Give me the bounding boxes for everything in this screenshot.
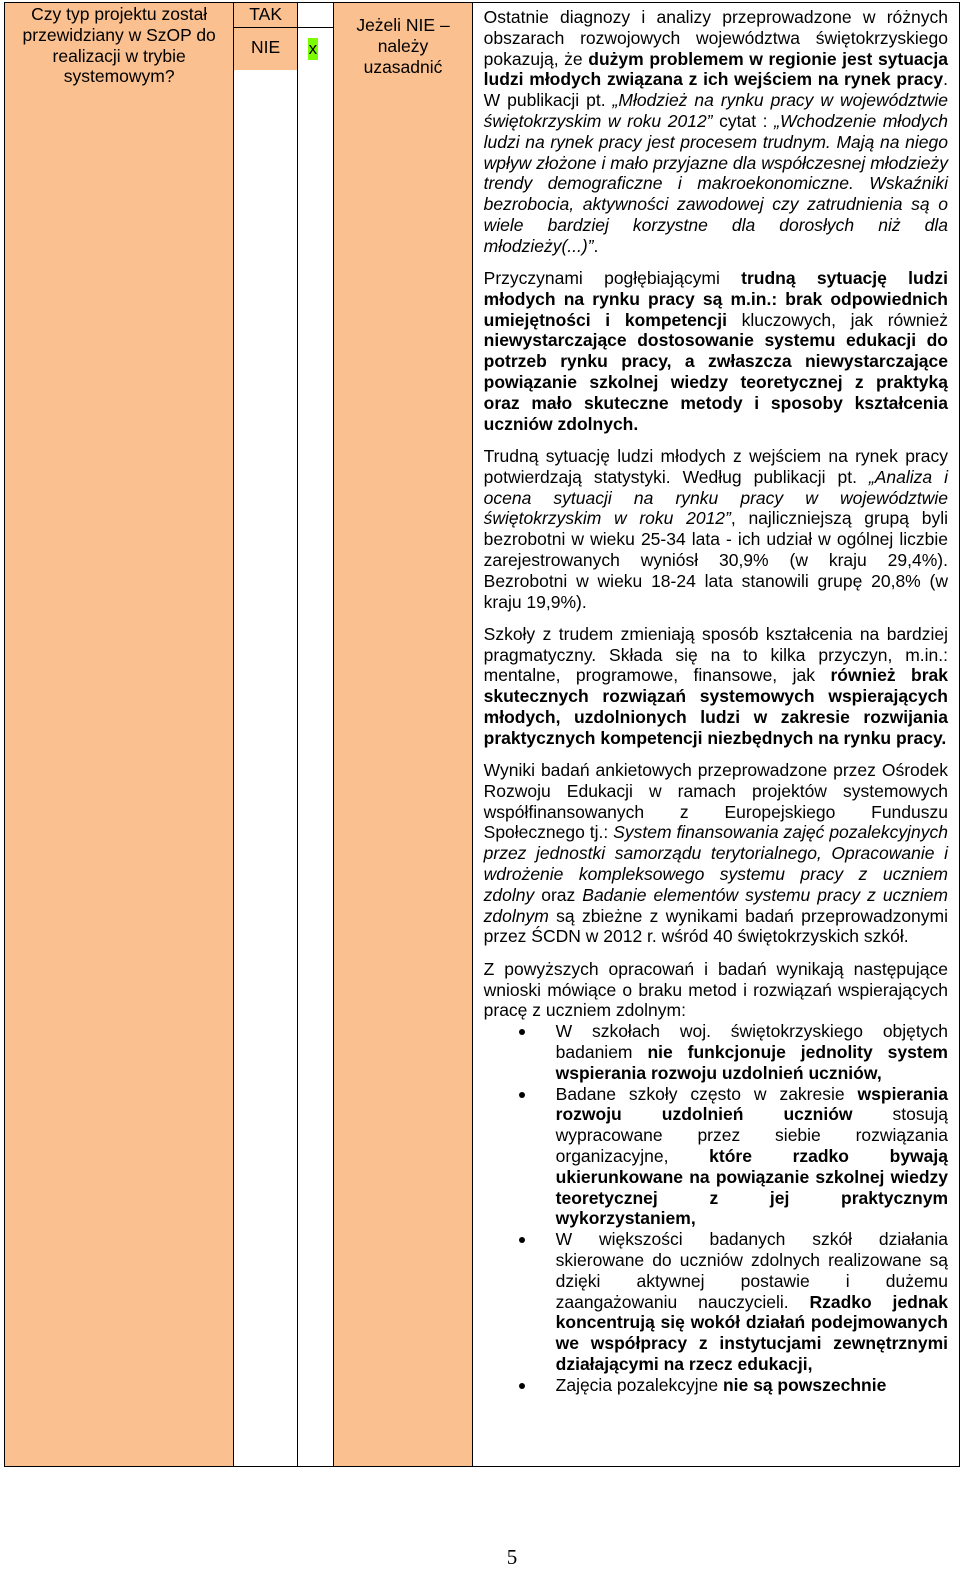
bullet-icon: [519, 1383, 525, 1389]
option-nie: NIE: [234, 28, 297, 70]
bullet-icon: [519, 1237, 525, 1243]
justify-label: Jeżeli NIE – należy uzasadnić: [356, 15, 450, 77]
justify-label-cell: [334, 3, 472, 1467]
question-text: Czy typ projektu został przewidziany w SzOP do realizacji w trybie systemowym?: [22, 4, 216, 87]
list-item: W szkołach woj. świętokrzyskiego objętych badaniem nie funkcjonuje jednolity system wspierania rozwoju uzdolnień uczniów,: [556, 1021, 948, 1083]
paragraph-1: Ostatnie diagnozy i analizy przeprowadzone w różnych obszarach rozwojowych województwa świętokrzyskiego pokazują, że dużym problemem w regionie jest sytuacja ludzi młodych związana z ich wejściem na rynek pracy. W publikacji pt. „Młodzież na rynku pracy w województwie świętokrzyskim w roku 2012” cytat : „Wchodzenie młodych ludzi na rynek pracy jest procesem trudnym. Mają na niego wpływ złożone i mało przyjazne dla współczesnej młodzieży trendy demograficzne i makroekonomiczne. Wskaźniki bezrobocia, aktywności zawodowej czy zatrudnienia są o wiele bardziej korzystne dla dorosłych niż dla młodzieży(...)”.: [483, 7, 949, 256]
paragraph-3: Trudną sytuację ludzi młodych z wejściem na rynek pracy potwierdzają statystyki. Według publikacji pt. „Analiza i ocena sytuacji na rynku pracy w województwie świętokrzyskim w roku 2012”, najliczniejszą grupą byli bezrobotni w wieku 25-34 lata - ich udział w ogólnej liczbie zarejestrowanych wyniósł 30,9% (w kraju 29,4%). Bezrobotni w wieku 18-24 lata stanowili grupę 20,8% (w kraju 19,9%).: [483, 445, 948, 612]
mark-nie-box: [298, 28, 333, 70]
list-item: Badane szkoły często w zakresie wspierania rozwoju uzdolnień uczniów stosują wypracowane przez siebie rozwiązania organizacyjne, które rzadko bywają ukierunkowane na powiązanie szkolnej wiedzy teoretycznej z jej praktycznym wykorzystaniem,: [556, 1084, 948, 1230]
page-number: 5: [506, 1545, 518, 1569]
question-cell: [5, 3, 234, 1467]
paragraph-6: Z powyższych opracowań i badań wynikają następujące wnioski mówiące o braku metod i rozwiązań wspierających pracę z uczniem zdolnym:: [483, 958, 948, 1021]
option-tak: TAK: [234, 3, 297, 28]
mark-tak-box: [298, 3, 333, 28]
bullet-icon: [519, 1092, 525, 1098]
list-item: W większości badanych szkół działania skierowane do uczniów zdolnych realizowane są dzięki aktywnej postawie i dużemu zaangażowaniu nauczycieli. Rzadko jednak koncentrują się wokół działań podejmowanych we współpracy z instytucjami zewnętrznymi działającymi na rzecz edukacji,: [556, 1229, 948, 1375]
form-table: [4, 2, 960, 1467]
paragraph-4: Szkoły z trudem zmieniają sposób kształcenia na bardziej pragmatyczny. Składa się na to kilka przyczyn, m.in.: mentalne, programowe, finansowe, jak również brak skutecznych rozwiązań systemowych wspierających młodych, uzdolnionych ludzi w zakresie rozwijania praktycznych kompetencji niezbędnych na rynku pracy.: [483, 623, 948, 748]
conclusions-list: [484, 1021, 948, 1395]
paragraph-2: Przyczynami pogłębiającymi trudną sytuację ludzi młodych na rynku pracy są m.in.: brak odpowiednich umiejętności i kompetencji kluczowych, jak również niewystarczające dostosowanie systemu edukacji do potrzeb rynku pracy, a zwłaszcza niewystarczające powiązanie szkolnej wiedzy teoretycznej z praktyką oraz mało skuteczne metody i sposoby kształcenia uczniów zdolnych.: [483, 268, 948, 434]
selected-mark: x: [308, 39, 318, 58]
mark-cell: [297, 3, 333, 1467]
list-item: Zajęcia pozalekcyjne nie są powszechnie: [556, 1375, 948, 1396]
bullet-icon: [519, 1029, 525, 1035]
options-cell: [234, 3, 298, 1467]
paragraph-5: Wyniki badań ankietowych przeprowadzone przez Ośrodek Rozwoju Edukacji w ramach projektów systemowych współfinansowanych z Europejskiego Funduszu Społecznego tj.: System finansowania zajęć pozalekcyjnych przez jednostki samorządu terytorialnego, Opracowanie i wdrożenie kompleksowego systemu pracy z uczniem zdolny oraz Badanie elementów systemu pracy z uczniem zdolnym są zbieżne z wynikami badań przeprowadzonymi przez ŚCDN w 2012 r. wśród 40 świętokrzyskich szkół.: [483, 760, 948, 947]
justification-content: [472, 3, 959, 1467]
